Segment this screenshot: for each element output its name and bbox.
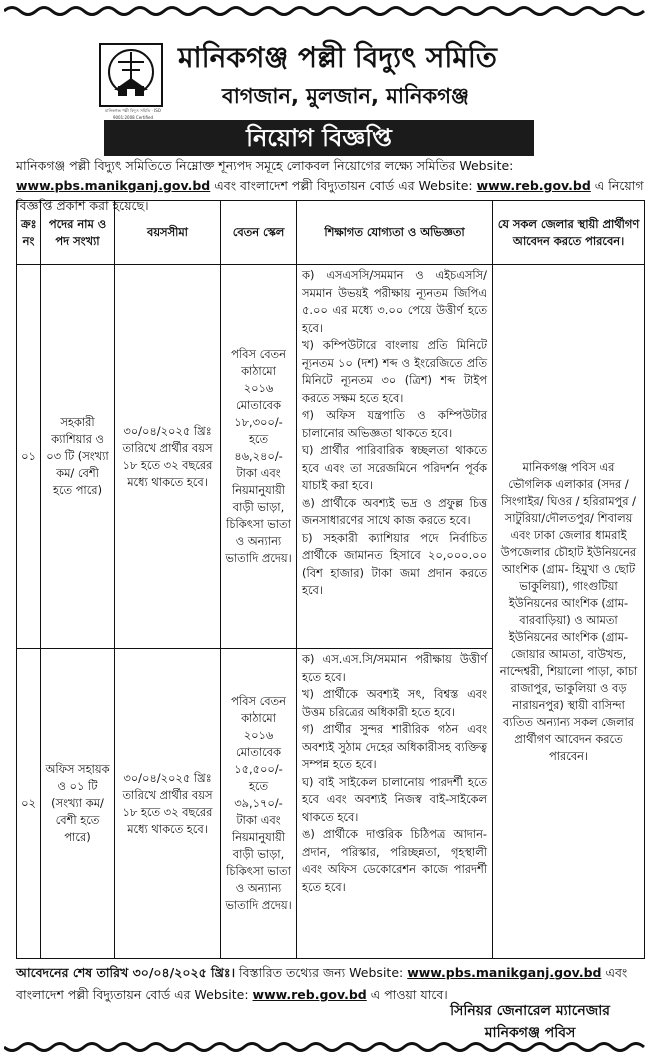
footer-text-3: এ পাওয়া যাবে। [366,987,448,1002]
footer-reb-link[interactable]: www.reb.gov.bd [252,987,367,1002]
signatory-office: মানিকগঞ্জ পবিস [484,1025,576,1041]
job-notice [4,4,648,1054]
pbs-logo-icon [98,42,164,108]
requirement-item: ঘ) বাই সাইকেল চালানোয় পারদর্শী হতে হবে এবং অবশ্যই নিজস্ব বাই-সাইকেল থাকতে হবে। [302,774,487,824]
pbs-website-link[interactable]: www.pbs.manikganj.gov.bd [16,178,211,193]
row-age: ৩০/০৪/২০২৫ খ্রিঃ তারিখে প্রার্থীর বয়স ১৮ হতে ৩২ বছরের মধ্যে থাকতে হবে। [115,649,221,959]
intro-text-3: এ নিয়োগ বিজ্ঞপ্তি প্রকাশ করা হয়েছে। [16,178,644,213]
requirement-item: ক) এস.এস.সি/সমমান পরীক্ষায় উত্তীর্ণ হতে হবে। [302,652,487,684]
requirement-item: ঙ) প্রার্থীকে অবশ্যই ভদ্র ও প্রফুল্ল চিত্ত জনসাধারণের সাথে কাজ করতে হবে। [302,495,487,527]
application-deadline: আবেদনের শেষ তারিখ ৩০/০৪/২০২৫ খ্রিঃ। [16,965,236,980]
table-row [17,265,645,649]
requirement-item: ঘ) প্রার্থীর পারিবারিক স্বচ্ছলতা থাকতে হবে এবং তা সরেজমিনে পরিদর্শন পূর্বক যাচাই করা হবে। [302,443,487,492]
eligible-districts: মানিকগঞ্জ পবিস এর ভৌগলিক এলাকার (সদর /সিংগাইর/ ঘিওর / হরিরামপুর / সাটুরিয়া/দৌলতপুর/ শিবালয় এবং ঢাকা জেলার ধামরাই উপজেলার চৌহাট ইউনিয়নের আংশিক (গ্রাম- হিমুখা ও ছোট ভাকুলিয়া), গাংগুটিয়া ইউনিয়নের আংশিক (গ্রাম- বারবাড়িয়া) ও আমতা ইউনিয়নের আংশিক (গ্রাম- জোয়ার আমতা, বাউখন্ড, নান্দেশ্বরী, শিয়ালো পাড়া, কাচা রাজাপুর, ভাকুলিয়া ও বড় নারায়নপুর) স্থায়ী বাসিন্দা ব্যতিত অন্যান্য সকল জেলার প্রার্থীগণ আবেদন করতে পারবেন। [493,265,645,959]
requirement-item: চ) সহকারী ক্যাশিয়ার পদে নির্বাচিত প্রার্থীকে জামানত হিসাবে ২০,০০০.০০ (বিশ হাজার) টাকা জমা প্রদান করতে হবে। [302,530,487,597]
footer-text-1: বিস্তারিত তথ্যের জন্য Website: [235,965,408,980]
row-serial: ০১ [17,265,41,649]
requirement-item: ক) এসএসসি/সমমান ও এইচএসসি/ সমমান উভয়ই পরীক্ষায় ন্যূনতম জিপিএ ৫.০০ এর মধ্যে ৩.০০ পেয়ে উত্তীর্ণ হতে হবে। [302,268,487,335]
intro-text-2: এবং বাংলাদেশ পল্লী বিদ্যুতায়ন বোর্ড এর Website: [210,178,477,193]
footer-text-2: এবং বাংলাদেশ পল্লী বিদ্যুতায়ন বোর্ড এর Website: [16,965,628,1002]
logo-caption: মানিকগঞ্জ পল্লী বিদ্যুৎ সমিতি · ISO 9001:2008 Certified [105,108,161,120]
row-serial: ০২ [17,649,41,959]
requirement-item: গ) প্রার্থীর সুন্দর শারীরিক গঠন এবং অবশ্যই সুঠাম দেহের অধিকারীসহ ব্যক্তিত্ব সম্পন্ন হতে হবে। [302,722,487,771]
row-salary: পবিস বেতন কাঠামো ২০১৬ মোতাবেক ১৮,৩০০/- হতে ৪৬,২৪০/- টাকা এবং নিয়মানুযায়ী বাড়ী ভাড়া, চিকিৎসা ভাতা ও অন্যান্য ভাতাদি প্রদেয়। [221,265,297,649]
table-header-row [17,201,645,265]
requirement-item: খ) প্রার্থীকে অবশ্যই সৎ, বিশ্বস্ত এবং উত্তম চরিত্রের অধিকারী হতে হবে। [302,687,487,719]
header-post: পদের নাম ও পদ সংখ্যা [41,201,115,265]
header-eligible: যে সকল জেলার স্থায়ী প্রার্থীগণ আবেদন করতে পারবেন। [493,201,645,265]
vacancy-table [16,200,645,959]
footer-pbs-link[interactable]: www.pbs.manikganj.gov.bd [407,965,602,980]
signatory-block [450,1000,610,1044]
row-age: ৩০/০৪/২০২৫ খ্রিঃ তারিখে প্রার্থীর বয়স ১৮ হতে ৩২ বছরের মধ্যে থাকতে হবে। [115,265,221,649]
reb-website-link[interactable]: www.reb.gov.bd [476,178,591,193]
row-education [297,649,493,959]
header-serial: ক্রঃ নং [17,201,41,265]
header-education: শিক্ষাগত যোগ্যতা ও অভিজ্ঞতা [297,201,493,265]
row-post: সহকারী ক্যাশিয়ার ও ০৩ টি (সংখ্যা কম/ বেশী হতে পারে) [41,265,115,649]
notice-banner [104,120,534,156]
row-salary: পবিস বেতন কাঠামো ২০১৬ মোতাবেক ১৫,৫০০/- হতে ৩৯,১৭০/- টাকা এবং নিয়মানুযায়ী বাড়ী ভাড়া, চিকিৎসা ভাতা ও অন্যান্য ভাতাদি প্রদেয়। [221,649,297,959]
signatory-title: সিনিয়র জেনারেল ম্যানেজার [450,1003,610,1019]
requirement-item: ঙ) প্রার্থীকে দাপ্তরিক চিঠিপত্র আদান-প্রদান, পরিস্কার, পরিচ্ছন্নতা, গৃহস্থালী এবং অফিস ডেকোরেশন কাজে পারদর্শী হতে হবে। [302,827,487,894]
notice-header [4,26,648,118]
notice-title: নিয়োগ বিজ্ঞপ্তি [246,124,392,152]
requirement-item: খ) কম্পিউটারে বাংলায় প্রতি মিনিটে ন্যূনতম ১০ (দশ) শব্দ ও ইংরেজিতে প্রতি মিনিটে ন্যূনতম ৩০ (ত্রিশ) শব্দ টাইপ করতে সক্ষম হতে হবে। [302,338,487,405]
organization-name: মানিকগঞ্জ পল্লী বিদ্যুৎ সমিতি [178,41,497,74]
row-education [297,265,493,649]
row-post: অফিস সহায়ক ও ০১ টি (সংখ্যা কম/ বেশী হতে পারে) [41,649,115,959]
wavy-border-bottom [4,1040,648,1054]
organization-address: বাগজান, মুলজান, মানিকগঞ্জ [222,84,469,108]
requirement-item: গ) অফিস যন্ত্রপাতি ও কম্পিউটার চালানোর অভিজ্ঞতা থাকতে হবে। [302,408,487,440]
wavy-border-top [4,4,648,18]
intro-text-1: মানিকগঞ্জ পল্লী বিদ্যুৎ সমিতিতে নিম্নোক্ত শূন্যপদ সমূহে লোকবল নিয়োগের লক্ষ্যে সমিতির Website: [16,158,514,173]
header-salary: বেতন স্কেল [221,201,297,265]
header-age: বয়সসীমা [115,201,221,265]
